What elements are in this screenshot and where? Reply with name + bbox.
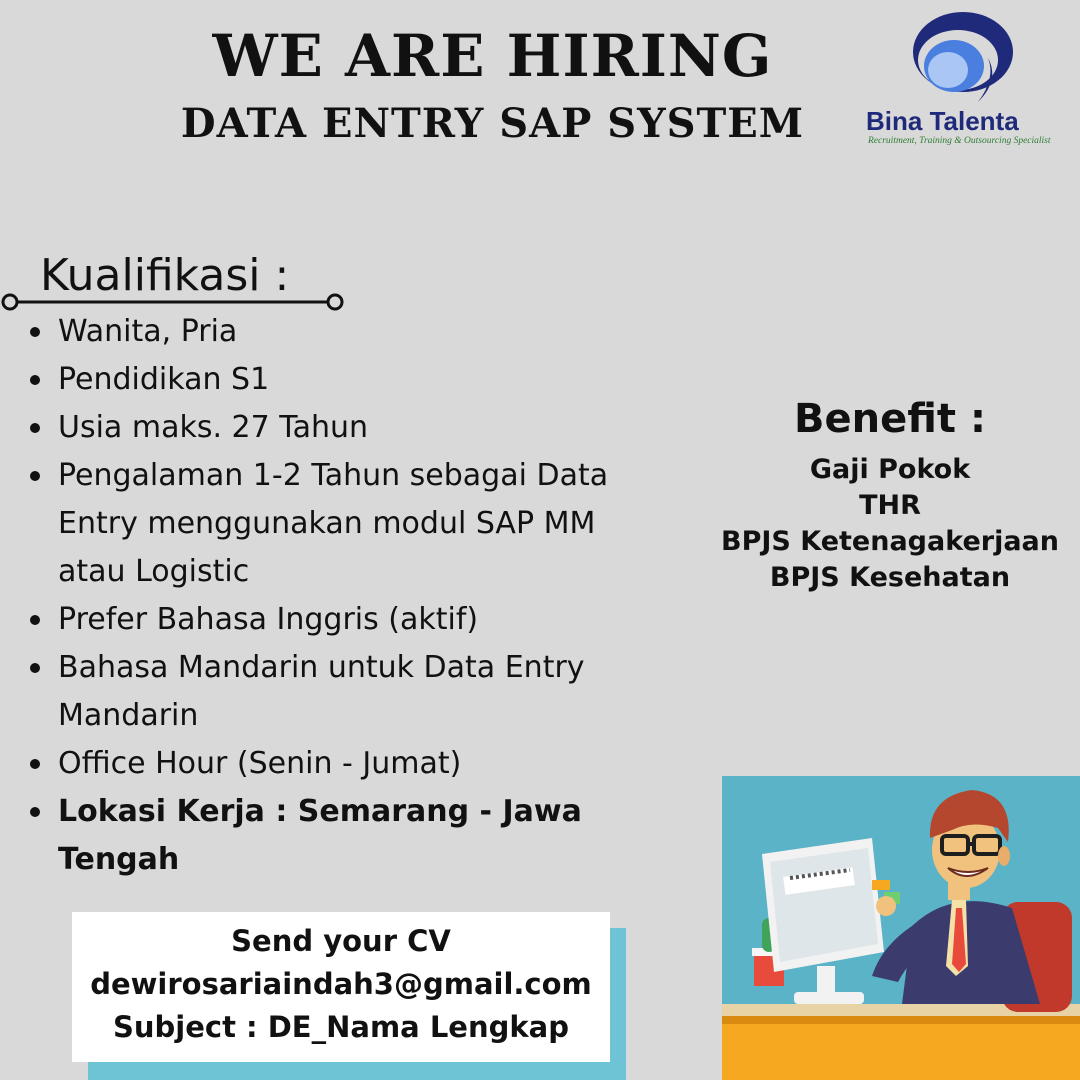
qualification-text: Pengalaman 1-2 Tahun sebagai Data Entry menggunakan modul SAP MM atau Logistic [58,458,609,589]
qualification-item [30,788,620,884]
logo-name: Bina Talenta [866,106,1019,136]
benefit-item: THR [859,490,921,521]
company-logo [862,8,1072,148]
qualification-item [30,596,620,644]
man-at-computer-icon [722,776,1080,1080]
qualification-text: Usia maks. 27 Tahun [58,410,369,445]
bullet-icon [30,423,40,433]
cv-email[interactable]: dewirosariaindah3@gmail.com [90,967,592,1001]
qualification-text: Office Hour (Senin - Jumat) [58,746,462,781]
qualification-text: Bahasa Mandarin untuk Data Entry Mandarin [58,650,585,733]
qualification-item [30,404,620,452]
job-title: DATA ENTRY SAP SYSTEM [180,100,805,147]
qualification-text: Prefer Bahasa Inggris (aktif) [58,602,479,637]
bullet-icon [30,759,40,769]
logo-swoosh-icon [908,8,1018,104]
qualification-item [30,452,620,596]
qualifications-heading: Kualifikasi : [40,250,290,301]
bullet-icon [30,327,40,337]
bullet-icon [30,615,40,625]
bullet-icon [30,807,40,817]
qualification-item [30,644,620,740]
qualification-item [30,308,620,356]
cv-subject: Subject : DE_Nama Lengkap [112,1010,569,1044]
benefit-item: BPJS Ketenagakerjaan [720,526,1059,557]
qualification-item [30,356,620,404]
send-cv-label: Send your CV [231,924,451,958]
qualification-text: Pendidikan S1 [58,362,270,397]
benefit-item: Gaji Pokok [809,454,971,485]
hiring-title: WE ARE HIRING [212,22,773,90]
logo-tagline: Recruitment, Training & Outsourcing Specialist [868,136,1051,146]
benefit-item: BPJS Kesehatan [769,562,1011,593]
illustration-panel [722,776,1080,1080]
benefit-heading: Benefit : [794,396,986,442]
bullet-icon [30,471,40,481]
qualification-item [30,740,620,788]
benefits-list [700,452,1080,596]
bullet-icon [30,375,40,385]
qualifications-list [30,308,620,884]
send-cv-box [72,912,610,1062]
qualification-text: Lokasi Kerja : Semarang - Jawa Tengah [58,794,582,877]
qualification-text: Wanita, Pria [58,314,238,349]
bullet-icon [30,663,40,673]
